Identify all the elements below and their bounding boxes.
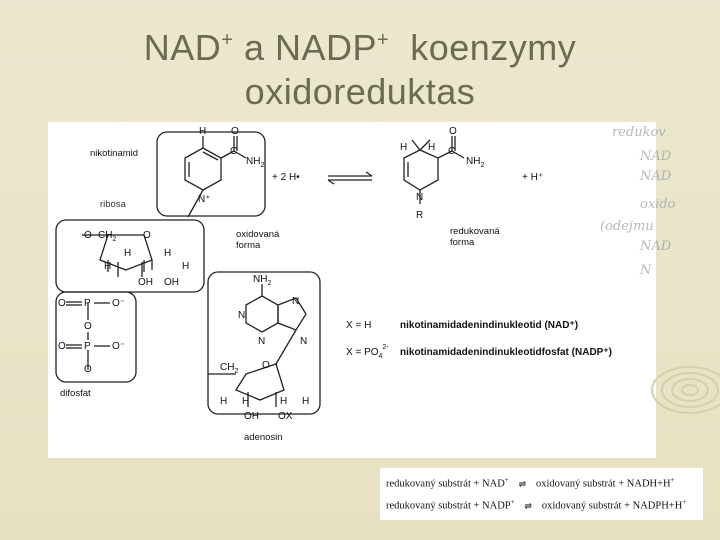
handwriting-line-5: (odejmu: [600, 219, 654, 234]
atom-h-3: H: [124, 248, 132, 259]
atom-n-plus: N⁺: [198, 194, 211, 205]
equilibrium-arrow-2: ⇌: [524, 500, 532, 511]
atom-h-2: H: [104, 261, 112, 272]
label-difosfat: difosfat: [60, 388, 91, 399]
equation-nadp: [386, 498, 686, 512]
atom-h-r2: H: [428, 142, 436, 153]
label-x-h: X = H: [346, 320, 372, 331]
nad-full-name: nikotinamidadenindinukleotid (NAD⁺): [400, 320, 579, 331]
handwriting-line-7: N: [640, 263, 652, 278]
eq1-sup-1: +: [504, 476, 509, 484]
atom-ch2-1: $CH_2$: [98, 230, 117, 243]
handwriting-line-1: redukov: [612, 125, 666, 140]
label-oxidovana-1: oxidovaná: [236, 229, 280, 240]
label-redukovana-2: forma: [450, 237, 475, 248]
atom-o-ribose-2: O: [262, 360, 270, 371]
atom-nh2-adenine: $NH_2$: [253, 274, 272, 287]
atom-o-p2-a: O: [58, 341, 66, 352]
atom-ch2-2: $CH_2$: [220, 362, 239, 375]
atom-h-8: H: [220, 396, 228, 407]
atom-n-r: N: [416, 192, 424, 203]
eq1-right: oxidovaný substrát + NADH+H: [535, 478, 671, 490]
atom-o-bridge: O: [84, 321, 92, 332]
atom-oh-1: OH: [138, 277, 153, 288]
equation-nad: [386, 476, 675, 490]
title-line-2: oxidoreduktas: [244, 71, 476, 112]
nad-structure-figure: [48, 122, 656, 458]
eq2-sup-1: +: [510, 498, 515, 506]
handwriting-line-6: NAD: [640, 239, 672, 254]
atom-nh2-r: $NH_2$: [466, 156, 485, 169]
eq1-sup-2: +: [670, 476, 675, 484]
atom-o-p2-c: O: [84, 364, 92, 375]
nadp-full-name: nikotinamidadenindinukleotidfosfat (NADP⁺): [400, 347, 612, 358]
redox-equations: [380, 468, 703, 520]
atom-n-a1: N: [238, 310, 246, 321]
decorative-swirl: [640, 350, 720, 450]
atom-p-1: P: [84, 298, 91, 309]
eq2-right: oxidovaný substrát + NADPH+H: [541, 500, 683, 512]
label-oxidovana-2: forma: [236, 240, 261, 251]
atom-o-r: O: [449, 126, 457, 137]
atom-h-1: H: [199, 126, 207, 137]
atom-o-ribose-link: O: [84, 230, 92, 241]
eq1-left: redukovaný substrát + NAD: [386, 478, 505, 490]
atom-c-r: C: [448, 146, 456, 157]
equilibrium-arrow-1: ⇌: [518, 478, 527, 489]
atom-h-9: H: [302, 396, 310, 407]
label-ribosa: ribosa: [100, 199, 126, 210]
atom-h-5: H: [182, 261, 190, 272]
atom-r: R: [416, 210, 424, 221]
label-redukovana-1: redukovaná: [450, 226, 500, 237]
atom-o-p1-b: O⁻: [112, 298, 126, 309]
eq2-sup-2: +: [682, 498, 687, 506]
label-plus-2h: + 2 H•: [272, 172, 300, 183]
atom-o-1: O: [231, 126, 239, 137]
handwritten-notes: [600, 122, 690, 282]
handwriting-line-2: NAD: [640, 149, 672, 164]
handwriting-line-4: oxido: [640, 197, 676, 212]
atom-n-a2: N: [292, 296, 300, 307]
atom-o-ribose-ring: O: [143, 230, 151, 241]
slide-title: [0, 18, 720, 114]
atom-oh-2: OH: [164, 277, 179, 288]
atom-ox: OX: [278, 411, 293, 422]
label-plus-h: + H⁺: [522, 172, 544, 183]
atom-nh2-1: $NH_2$: [246, 156, 265, 169]
handwriting-line-3: NAD: [640, 169, 672, 184]
atom-c-1: C: [230, 146, 238, 157]
label-adenosin: adenosin: [244, 432, 283, 443]
eq2-left: redukovaný substrát + NADP: [386, 500, 511, 512]
atom-n-a4: N: [300, 336, 308, 347]
atom-h-4: H: [164, 248, 172, 259]
atom-h-r1: H: [400, 142, 408, 153]
atom-oh-3: OH: [244, 411, 259, 422]
atom-p-2: P: [84, 341, 91, 352]
atom-n-a3: N: [258, 336, 266, 347]
label-nikotinamid: nikotinamid: [90, 148, 139, 159]
atom-h-7: H: [280, 396, 288, 407]
title-line-1: NAD+ a NADP+ koenzymy: [143, 27, 577, 68]
atom-h-6: H: [242, 396, 250, 407]
atom-o-p2-b: O⁻: [112, 341, 126, 352]
label-x-po4: $X = PO_4^{2-}$: [346, 344, 389, 360]
atom-o-p1-a: O: [58, 298, 66, 309]
